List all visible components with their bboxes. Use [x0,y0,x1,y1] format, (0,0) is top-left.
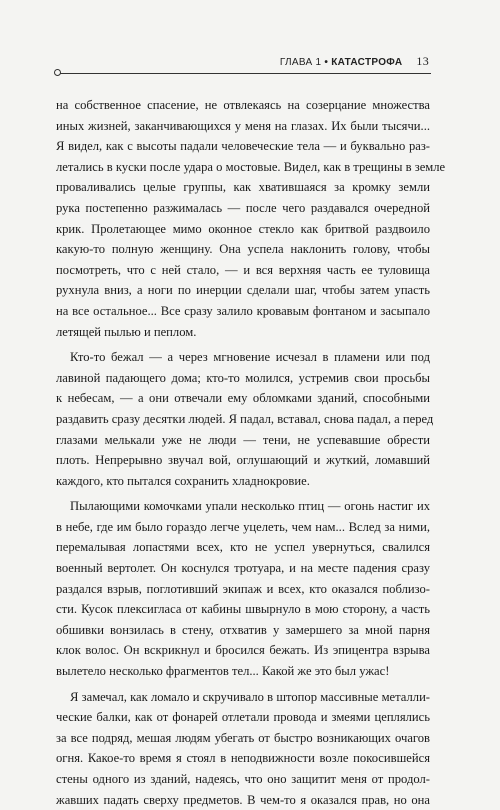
page-number: 13 [416,54,429,68]
text-line: в небе, где им было гораздо легче уцелеть, чем нам... Вслед за ними, [56,519,430,534]
text-line: рука постепенно разжималась — после чего раздавался очередной [56,200,430,215]
text-line: на все остальное... Все сразу залило кровавым фонтаном и засыпало [56,303,430,318]
chapter-label: ГЛАВА 1 [279,57,322,68]
header-rule [60,73,431,74]
paragraph [56,95,446,342]
text-line: каждого, кто пытался сохранить хладнокровие. [56,473,310,488]
text-line: какую-то полную женщину. Она успела наклонить голову, чтобы [56,242,430,257]
text-line: летящей пылью и пеплом. [56,324,197,339]
text-line: военный вертолет. Он коснулся тротуара, и на месте падения сразу [56,561,430,576]
text-line: Я замечал, как ломало и скручивало в штопор массивные металли- [70,689,430,704]
header-separator: • [324,57,329,68]
text-line: ческие балки, как от фонарей отлетали провода и змеями цеплялись [56,710,430,725]
text-line: раздавить сразу десятки людей. Я падал, вставал, снова падал, а перед [56,411,434,426]
paragraph [56,496,430,681]
text-line: сти. Кусок плексигласа от кабины швырнуло в мою сторону, а часть [56,602,430,617]
text-line: летались в куски после удара о мостовые. Видел, как в трещины в земле [56,159,446,174]
text-line: перемалывая лопастями всех, кто не успел увернуться, свалился [56,540,430,555]
text-line: Пылающими комочками упали несколько птиц — огонь настиг их [70,499,430,514]
text-line: глазами мелькали уже не люди — тени, не успевавшие обрести [56,432,430,447]
chapter-title: КАТАСТРОФА [331,57,403,68]
paragraph [56,687,430,810]
text-line: стены одного из зданий, надеясь, что оно защитит меня от продол- [56,772,430,786]
text-line: за все подряд, мешая людям убегать от быстро возникающих очагов [56,730,430,745]
paragraph [56,347,434,491]
body-text [56,95,446,810]
text-line: жавших падать сверху предметов. В чем-то я оказался прав, но она [56,792,430,807]
text-line: иных жизней, заканчивающихся у меня на глазах. Их были тысячи... [56,118,430,133]
text-line: обшивки вонзилась в стену, отхватив у замершего за мной парня [56,622,430,637]
text-line: проваливались целые группы, как хватившаяся за кромку земли [56,180,430,195]
text-line: огня. Какое-то время я стоял в неподвижности возле покосившейся [56,751,430,766]
text-line: Кто-то бежал — а через мгновение исчезал в пламени или под [70,350,430,365]
running-header [280,54,429,69]
text-line: к небесам, — а они отвечали ему обломками зданий, способными [56,391,430,406]
text-line: клок волос. Он вскрикнул и бросился бежать. Из эпицентра взрыва [56,643,430,658]
text-line: на собственное спасение, не отвлекаясь на созерцание множества [56,98,430,112]
text-line: посмотреть, что с ней стало, — и вся верхняя часть ее туловища [56,262,430,277]
text-line: плоть. Непрерывно звучал вой, оглушающий и жуткий, ломавший [56,453,430,468]
text-line: крик. Пролетающее мимо оконное стекло как бритвой раздвоило [56,221,430,236]
text-line: вылетело несколько фрагментов тел... Какой же это был ужас! [56,664,390,679]
header-rule-circle-ornament [54,69,61,76]
text-line: раздался взрыв, поглотивший экипаж и всех, кто оказался поблизо- [56,581,430,596]
text-line: лавиной падающего дома; кто-то молился, устремив свои просьбы [56,370,430,385]
text-line: Я видел, как с высоты падали человеческие тела — и буквально раз- [56,139,430,154]
text-line: рухнула вниз, а ноги по инерции сделали шаг, чтобы затем упасть [56,283,430,298]
